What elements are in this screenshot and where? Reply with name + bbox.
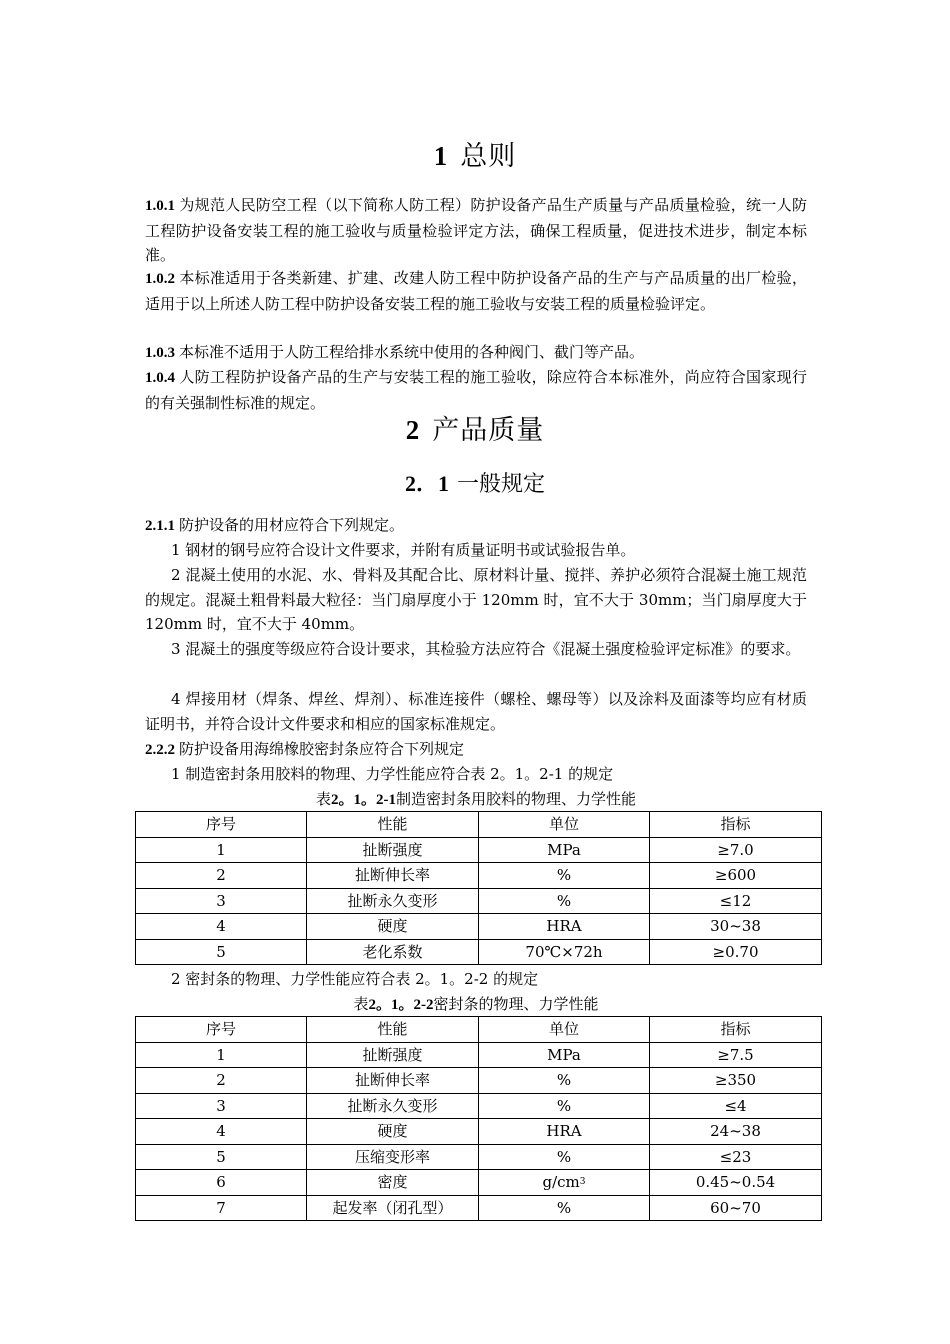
clause-text: 防护设备的用材应符合下列规定。: [179, 516, 405, 534]
table-cell: 硬度: [307, 1119, 479, 1145]
table-cell: 4: [136, 914, 307, 940]
header-cell: 单位: [479, 812, 650, 838]
table-cell: ≥350: [650, 1068, 822, 1094]
clause-text: 本标准不适用于人防工程给排水系统中使用的各种阀门、截门等产品。: [179, 343, 645, 361]
item-2-1-1-1: 1 钢材的钢号应符合设计文件要求，并附有质量证明书或试验报告单。: [171, 541, 636, 559]
section-title: 产品质量: [432, 415, 545, 446]
table-cell: 60~70: [650, 1195, 822, 1221]
table-row: [136, 1042, 822, 1068]
table-header-row: [136, 812, 822, 838]
table-cell: 4: [136, 1119, 307, 1145]
clause-label: 1.0.1: [145, 198, 175, 214]
table-2: [135, 1016, 822, 1221]
clause-1-0-4: [145, 365, 807, 415]
table-cell: ≤23: [650, 1144, 822, 1170]
subsection-heading-2-1: [0, 470, 950, 499]
table-row: [136, 863, 822, 889]
table-row: [136, 1068, 822, 1094]
table-row: [136, 1093, 822, 1119]
item-2-2-2-2: 2 密封条的物理、力学性能应符合表 2。1。2-2 的规定: [171, 970, 539, 988]
section-heading-1: [0, 139, 950, 174]
item-2-1-1-3: 3 混凝土的强度等级应符合设计要求，其检验方法应符合《混凝土强度检验评定标准》的要求。: [171, 640, 801, 658]
table-cell: %: [479, 1144, 650, 1170]
table-cell: 起发率（闭孔型）: [307, 1195, 479, 1221]
clause-label: 1.0.2: [145, 271, 175, 287]
table-cell: ≤4: [650, 1093, 822, 1119]
table-cell: ≥600: [650, 863, 822, 889]
caption-text: 制造密封条用胶料的物理、力学性能: [396, 790, 637, 808]
table-cell: 老化系数: [307, 939, 479, 965]
table-cell: ≥7.5: [650, 1042, 822, 1068]
table-cell: HRA: [479, 1119, 650, 1145]
table-cell: ≥0.70: [650, 939, 822, 965]
table-cell: %: [479, 888, 650, 914]
table-row: [136, 914, 822, 940]
table-1: [135, 811, 822, 965]
table-cell: 5: [136, 1144, 307, 1170]
table-cell: 0.45~0.54: [650, 1170, 822, 1196]
table-cell: 3: [136, 888, 307, 914]
table-row: [136, 1144, 822, 1170]
table-cell: 2: [136, 863, 307, 889]
subsection-number: 2．1: [404, 471, 449, 496]
header-cell: 序号: [136, 1017, 307, 1043]
caption-prefix: 表: [315, 790, 331, 808]
table-cell: ≤12: [650, 888, 822, 914]
table-cell: 6: [136, 1170, 307, 1196]
clause-label: 1.0.3: [145, 345, 175, 361]
table-cell: %: [479, 863, 650, 889]
section-number: 2: [405, 415, 421, 445]
section-title: 总则: [460, 141, 517, 172]
clause-1-0-3: [145, 340, 807, 366]
table-cell: 扯断伸长率: [307, 863, 479, 889]
clause-text: 为规范人民防空工程（以下简称人防工程）防护设备产品生产质量与产品质量检验，统一人防工程防护设备安装工程的施工验收与质量检验评定方法，确保工程质量，促进技术进步，制定本标准。: [145, 196, 807, 265]
clause-text: 人防工程防护设备产品的生产与安装工程的施工验收，除应符合本标准外，尚应符合国家现行的有关强制性标准的规定。: [145, 368, 807, 412]
table-cell: 7: [136, 1195, 307, 1221]
table-cell: [479, 1170, 650, 1196]
table-cell: %: [479, 1195, 650, 1221]
subsection-title: 一般规定: [457, 472, 546, 497]
clause-label: 2.1.1: [145, 518, 175, 534]
clause-text: 防护设备用海绵橡胶密封条应符合下列规定: [179, 740, 465, 758]
table-cell: 扯断永久变形: [307, 1093, 479, 1119]
item-2-1-1-2: 2 混凝土使用的水泥、水、骨料及其配合比、原材料计量、搅拌、养护必须符合混凝土施工规范的规定。混凝土粗骨料最大粒径：当门扇厚度小于 120mm 时，宜不大于 30mm；当门扇厚度大于 120mm 时，宜不大于 40mm。: [145, 566, 807, 634]
table-row: [136, 1119, 822, 1145]
clause-text: 本标准适用于各类新建、扩建、改建人防工程中防护设备产品的生产与产品质量的出厂检验，适用于以上所述人防工程中防护设备安装工程的施工验收与安装工程的质量检验评定。: [145, 269, 807, 313]
header-cell: 性能: [307, 1017, 479, 1043]
table-cell: 密度: [307, 1170, 479, 1196]
table-cell: 1: [136, 837, 307, 863]
density-unit-superscript: 3: [579, 1177, 586, 1188]
header-cell: 单位: [479, 1017, 650, 1043]
header-cell: 指标: [650, 812, 822, 838]
table-cell: 1: [136, 1042, 307, 1068]
table-cell: 扯断伸长率: [307, 1068, 479, 1094]
clause-label: 2.2.2: [145, 742, 175, 758]
clause-1-0-1: [145, 193, 807, 268]
section-number: 1: [433, 141, 449, 171]
table-1-caption: [135, 788, 817, 811]
table-cell: 2: [136, 1068, 307, 1094]
table-2-caption: [135, 993, 817, 1016]
table-cell: 扯断强度: [307, 837, 479, 863]
header-cell: 序号: [136, 812, 307, 838]
table-cell: 扯断永久变形: [307, 888, 479, 914]
table-row: [136, 888, 822, 914]
caption-prefix: 表: [353, 995, 369, 1013]
header-cell: 性能: [307, 812, 479, 838]
table-cell: 3: [136, 1093, 307, 1119]
clause-1-0-2: [145, 266, 807, 316]
caption-number: 2。1。2-2: [368, 997, 434, 1013]
table-cell: 70℃×72h: [479, 939, 650, 965]
table-cell: MPa: [479, 1042, 650, 1068]
table-cell: 30~38: [650, 914, 822, 940]
density-unit: g/cm: [542, 1173, 580, 1192]
table-row: [136, 1170, 822, 1196]
clause-label: 1.0.4: [145, 370, 175, 386]
item-2-2-2-1: 1 制造密封条用胶料的物理、力学性能应符合表 2。1。2-1 的规定: [171, 765, 614, 783]
section-heading-2: [0, 413, 950, 448]
caption-number: 2。1。2-1: [331, 792, 396, 808]
clause-2-2-2: [145, 737, 807, 763]
table-cell: %: [479, 1093, 650, 1119]
table-cell: 硬度: [307, 914, 479, 940]
table-row: [136, 1195, 822, 1221]
table-cell: 扯断强度: [307, 1042, 479, 1068]
table-row: [136, 939, 822, 965]
table-header-row: [136, 1017, 822, 1043]
table-cell: HRA: [479, 914, 650, 940]
table-cell: ≥7.0: [650, 837, 822, 863]
header-cell: 指标: [650, 1017, 822, 1043]
table-cell: 5: [136, 939, 307, 965]
item-2-1-1-4: 4 焊接用材（焊条、焊丝、焊剂）、标准连接件（螺栓、螺母等）以及涂料及面漆等均应有材质证明书，并符合设计文件要求和相应的国家标准规定。: [145, 690, 807, 733]
table-cell: MPa: [479, 837, 650, 863]
table-cell: %: [479, 1068, 650, 1094]
table-cell: 压缩变形率: [307, 1144, 479, 1170]
caption-text: 密封条的物理、力学性能: [433, 995, 599, 1013]
table-cell: 24~38: [650, 1119, 822, 1145]
clause-2-1-1: [145, 513, 807, 539]
table-row: [136, 837, 822, 863]
